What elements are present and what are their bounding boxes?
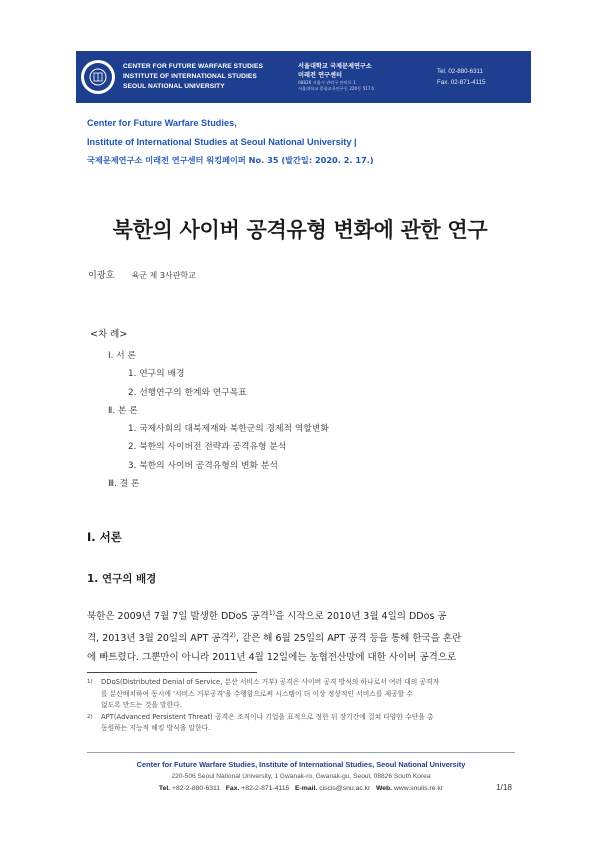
toc-item: 2. 북한의 사이버전 전략과 공격유형 분석	[128, 442, 287, 453]
working-paper-info	[87, 114, 374, 170]
header-fax: Fax. 02-871-4115	[437, 79, 486, 86]
footnote-ref-2[interactable]: 2)	[229, 632, 236, 640]
footer-web-label: Web.	[375, 785, 393, 792]
ko-institute-name: 서울대학교 국제문제연구소	[298, 63, 372, 70]
footnote-number: 2)	[87, 713, 93, 720]
ko-address-line-1: 08826 서울시 관악구 관악로 1	[298, 80, 356, 85]
footer-web-link[interactable]: www.snuiis.re.kr	[393, 785, 444, 792]
toc-heading: <차 례>	[90, 329, 128, 340]
toc-item: Ⅱ. 본 론	[108, 405, 138, 416]
paper-title: 북한의 사이버 공격유형 변화에 관한 연구	[112, 218, 488, 242]
toc-item: 1. 연구의 배경	[128, 369, 185, 380]
toc-item: Ⅰ. 서 론	[108, 351, 136, 361]
body-text-segment: 격, 2013년 3월 20일의 APT 공격	[87, 633, 230, 645]
seal-emblem-icon	[84, 63, 112, 91]
footer-email-link[interactable]: ciscis@snu.ac.kr	[319, 785, 371, 792]
footer-email-label: E-mail.	[295, 785, 318, 792]
footer-title: Center for Future Warfare Studies, Institute of International Studies, Seoul National University	[136, 760, 466, 769]
footnotes	[87, 677, 515, 735]
footnote-1	[87, 677, 515, 689]
footnote-text: APT(Advanced Persistent Threat) 공격은 조직이나 기업을 표적으로 정한 뒤 장기간에 걸쳐 다양한 수단을 총	[101, 712, 434, 721]
body-line-3: 에 빠트렸다. 그뿐만이 아니라 2011년 4월 12일에는 농협전산망에 대한 사이버 공격으로	[87, 652, 457, 664]
body-text-segment: , 같은 해 6월 25일의 APT 공격 등을 통해 한국을 혼란	[235, 633, 462, 645]
institution-name-english	[123, 62, 288, 92]
toc-item: 3. 북한의 사이버 공격유형의 변화 분석	[128, 460, 278, 471]
header-banner	[76, 51, 531, 103]
header-tel: Tel. 02-880-6311	[437, 68, 483, 75]
footnote-text: 를 분산배치하여 동시에 '서비스 거부공격'을 수행함으로써 시스템이 더 이상 정상적인 서비스를 제공할 수	[101, 689, 413, 698]
page-number: 1/18	[496, 783, 512, 792]
en-line-university: SEOUL NATIONAL UNIVERSITY	[123, 83, 225, 90]
body-text-segment: 을 시작으로 2010년 3월 4일의 DDos 공	[274, 611, 447, 623]
paper-info-line-1: Center for Future Warfare Studies,	[87, 118, 237, 128]
footer-fax-label: Fax.	[225, 785, 240, 792]
body-line-2	[87, 626, 515, 648]
university-seal-logo	[81, 60, 115, 94]
toc-item: 2. 선행연구의 한계와 연구목표	[128, 387, 247, 398]
institution-name-korean	[298, 62, 433, 92]
footer-tel-label: Tel.	[158, 785, 171, 792]
en-line-institute: INSTITUTE OF INTERNATIONAL STUDIES	[123, 73, 257, 80]
en-line-center: CENTER FOR FUTURE WARFARE STUDIES	[123, 63, 263, 70]
ko-center-name: 미래전 연구센터	[298, 72, 342, 79]
author-line	[88, 267, 196, 281]
body-paragraph	[87, 604, 515, 667]
section-heading: Ⅰ. 서론	[87, 530, 122, 544]
toc-item: 1. 국제사회의 대북제재와 북한군의 경제적 역할변화	[128, 424, 329, 435]
footnote-2	[87, 712, 515, 724]
footnote-number: 1)	[87, 679, 93, 685]
footnote-text: 동원하는 지능적 해킹 방식을 말한다.	[101, 724, 211, 732]
author-affiliation: 육군 제 3사관학교	[131, 271, 196, 280]
footer-contact	[87, 783, 515, 795]
footnote-text: DDoS(Distributed Denial of Service, 분산 서비스 거부) 공격은 사이버 공격 방식의 하나로서 여러 대의 공격자	[101, 678, 440, 686]
header-contact	[437, 66, 485, 88]
subsection-heading: 1. 연구의 배경	[87, 573, 157, 585]
toc-item: Ⅲ. 결 론	[108, 479, 140, 490]
table-of-contents	[90, 326, 329, 493]
footnote-ref-1[interactable]: 1)	[268, 610, 275, 617]
ko-address-line-2: 서울대학교 종합교육연구동 220동 517호	[298, 86, 375, 91]
footnote-divider	[87, 672, 257, 673]
footnote-text: 없도록 만드는 것을 말한다.	[101, 701, 182, 709]
paper-info-line-2: Institute of International Studies at Seoul National University |	[87, 136, 357, 147]
body-line-1	[87, 604, 515, 626]
author-name: 이광호	[88, 270, 115, 281]
page-footer	[87, 752, 515, 795]
paper-info-line-3: 국제문제연구소 미래전 연구센터 워킹페이퍼 No. 35 (발간일: 2020. 2. 17.)	[87, 155, 374, 165]
footer-address: 220-506 Seoul National University, 1 Gwanak-ro, Gwanak-gu, Seoul, 08826 South Korea	[171, 773, 431, 780]
footer-fax: +82-2-871-4115	[241, 785, 290, 792]
footer-tel: +82-2-880-6311	[172, 785, 221, 792]
body-text-segment: 북한은 2009년 7월 7일 발생한 DDoS 공격	[87, 611, 269, 623]
